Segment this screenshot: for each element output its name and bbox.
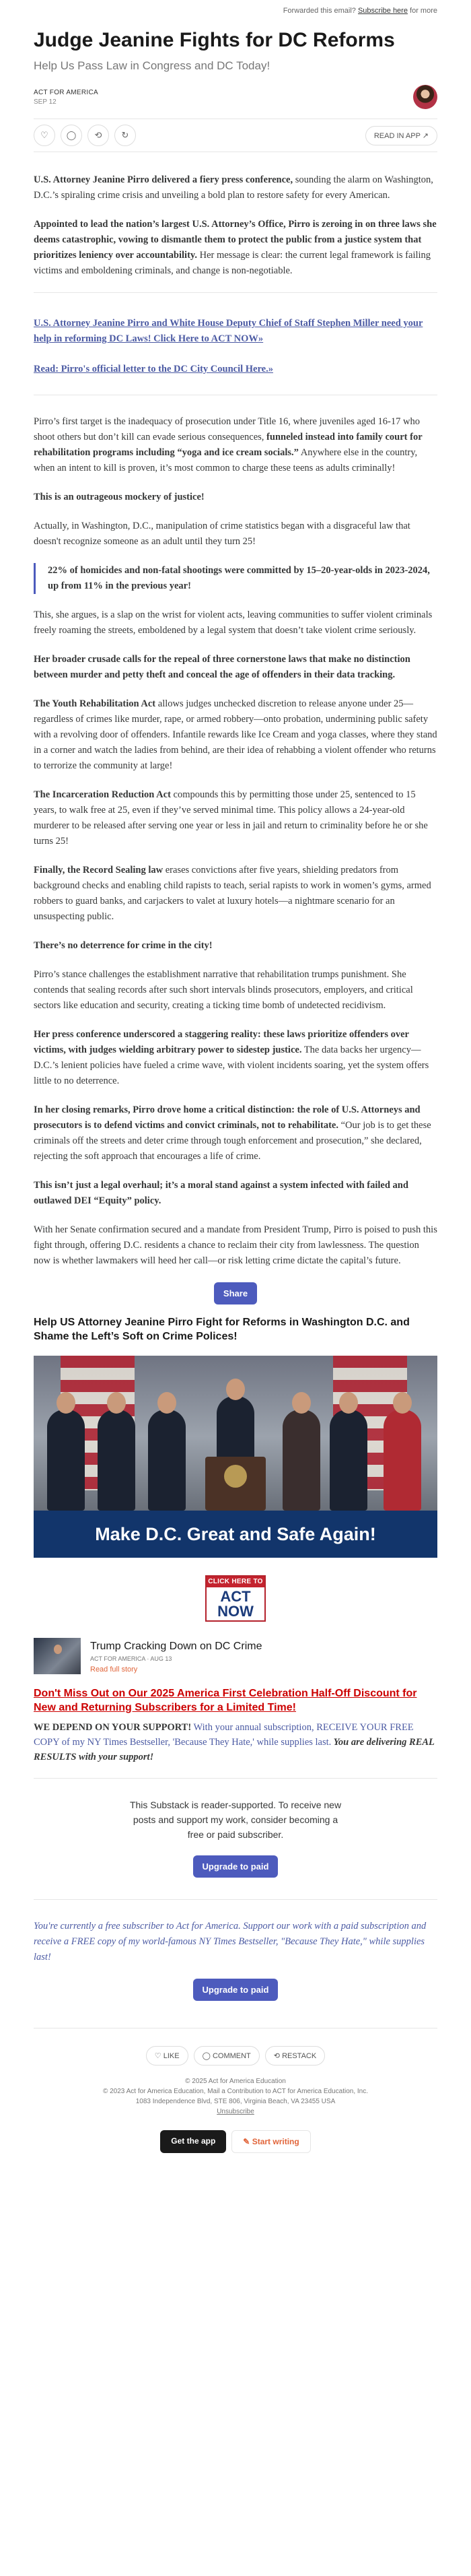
lead-2-text: Her message is clear: the current legal framework is failing victims and emboldening criminals, and change is non-negotiable. [34, 250, 431, 276]
embedded-post[interactable] [34, 1634, 437, 1686]
embedded-post-thumbnail [34, 1638, 81, 1674]
body-paragraph-7 [34, 787, 437, 849]
read-in-app-button[interactable]: READ IN APP ↗ [365, 126, 437, 145]
person-figure [148, 1410, 186, 1511]
heart-icon: ♡ [154, 2052, 164, 2060]
body-paragraph-14: With her Senate confirmation secured and a mandate from President Trump, Pirro is poised to push this fight through, offering D.C. residents a chance to reclaim their city from lawlessness. The question now is whether lawmakers will heed her call—or risk letting crime dictate the capital’s future. [34, 1224, 437, 1266]
act-now-top: CLICK HERE TO [207, 1577, 264, 1587]
restack-button[interactable] [265, 2046, 325, 2066]
body-11-bold: Her press conference underscored a staggering reality: these laws prioritize offenders over victims, with judges wielding arbitrary power to sidestep justice. [34, 1029, 409, 1055]
share-icon[interactable]: ↻ [114, 125, 136, 146]
callout-links [34, 292, 437, 395]
share-wrap [34, 1282, 437, 1304]
body-paragraph-10: Pirro’s stance challenges the establishment narrative that rehabilitation trumps punishment. She contends that sealing records after such short intervals blinds prosecutors, employers, and critical sectors like education and security, creating a ticking time bomb of undetected recidivism. [34, 969, 413, 1011]
act-now-badge[interactable] [205, 1575, 266, 1622]
act-now-bottom: ACT NOW [217, 1588, 254, 1620]
body-12-bold: In her closing remarks, Pirro drove home a critical distinction: the role of U.S. Attorneys and prosecutors is to defend victims and convict criminals, not to rehabilitate. [34, 1104, 421, 1131]
restack-icon[interactable]: ⟲ [87, 125, 109, 146]
body-7-text: compounds this by permitting those under 25, sentenced to 15 years, to walk free at 25, even if they’ve served minimal time. This policy allows a 24-year-old murderer to be released after serving one year or less in jail and return to criminality before he or she turns 25! [34, 789, 428, 847]
upgrade-wrap [34, 1979, 437, 2001]
upgrade-to-paid-button[interactable]: Upgrade to paid [193, 1855, 279, 1878]
subscribe-link[interactable]: Subscribe here [357, 7, 408, 15]
comment-label: COMMENT [212, 2052, 251, 2060]
forwarded-bar [34, 0, 437, 28]
pirro-letter-link[interactable]: Read: Pirro's official letter to the DC City Council Here.» [34, 364, 273, 374]
body-1-a: Pirro’s first target is the inadequacy of prosecution under Title 16, where juveniles aged 16-17 who shoot others but don’t kill can evade serious consequences, [34, 416, 420, 442]
forwarded-text: Forwarded this email? [283, 7, 356, 15]
body-paragraph-11 [34, 1027, 437, 1089]
person-figure [330, 1410, 367, 1511]
act-now-link[interactable]: U.S. Attorney Jeanine Pirro and White House Deputy Chief of Staff Stephen Miller need your help in reforming DC Laws! Click Here to ACT NOW» [34, 318, 423, 344]
author-name[interactable]: ACT FOR AMERICA [34, 88, 98, 96]
footer-line-3: 1083 Independence Blvd, STE 806, Virginia Beach, VA 23455 USA [135, 2098, 336, 2105]
footer-legal [34, 2076, 437, 2117]
free-subscriber-note: You're currently a free subscriber to Act for America. Support our work with a paid subscription and receive a FREE copy of my world-famous NY Times Bestseller, "Because They Hate," while supplies last! [34, 1921, 427, 1962]
body-1-c: Anywhere else in the country, when an intent to kill is proven, it’s most common to charge these teens as adults criminally! [34, 447, 418, 473]
email-page [34, 0, 437, 2153]
post-date: SEP 12 [34, 98, 57, 106]
app-cta-row [34, 2130, 437, 2153]
start-writing-button[interactable] [231, 2130, 310, 2153]
press-conference-image[interactable] [34, 1356, 437, 1558]
person-figure [47, 1410, 85, 1511]
body-paragraph-6 [34, 696, 437, 774]
forwarded-suffix: for more [410, 7, 437, 15]
pen-icon: ✎ [243, 2137, 252, 2146]
body-paragraph-13 [34, 1178, 437, 1209]
footer-line-1: © 2025 Act for America Education [185, 2078, 286, 2085]
embedded-post-title[interactable]: Trump Cracking Down on DC Crime [90, 1641, 262, 1652]
restack-label: RESTACK [282, 2052, 317, 2060]
podium [205, 1457, 266, 1511]
byline [34, 85, 437, 109]
person-figure [384, 1410, 421, 1511]
body-paragraph-12 [34, 1102, 437, 1164]
lead-paragraph-2 [34, 217, 437, 279]
upgrade-to-paid-button-2[interactable]: Upgrade to paid [193, 1979, 279, 2001]
person-figure [98, 1410, 135, 1511]
lead-1-text: sounding the alarm on Washington, D.C.’s spiraling crime crisis and unveiling a bold plan to restore safety for every American. [34, 174, 433, 201]
pull-quote [34, 563, 437, 594]
body-11-text: The data backs her urgency—D.C.’s lenient policies have fueled a crime wave, with violent incidents soaring, yet the system offers little to no deterrence. [34, 1045, 429, 1086]
act-now-badge-wrap [34, 1575, 437, 1622]
like-button[interactable] [146, 2046, 188, 2066]
body-paragraph-2 [34, 490, 437, 505]
body-paragraph-9 [34, 938, 437, 954]
body-paragraph-5 [34, 652, 437, 683]
support-paragraph [34, 1720, 437, 1764]
lead-paragraph-1 [34, 172, 437, 203]
speaker-figure [217, 1396, 254, 1463]
comment-icon[interactable]: ◯ [61, 125, 82, 146]
comment-icon: ◯ [202, 2052, 213, 2060]
embedded-post-meta: ACT FOR AMERICA · AUG 13 [90, 1655, 172, 1662]
body-8-bold: Finally, the Record Sealing law [34, 865, 164, 876]
person-figure [283, 1410, 320, 1511]
body-paragraph-4: This, she argues, is a slap on the wrist for violent acts, leaving communities to suffer violent criminals freely roaming the streets, emboldened by a legal system that doesn’t take violent crime seriously. [34, 609, 433, 636]
discount-heading[interactable]: Don't Miss Out on Our 2025 America First Celebration Half-Off Discount for New and Returning Subscribers for a Limited Time! [34, 1688, 417, 1713]
comment-button[interactable] [194, 2046, 260, 2066]
footer-actions [34, 2028, 437, 2076]
post-title[interactable]: Judge Jeanine Fights for DC Reforms [34, 29, 395, 51]
support-link[interactable]: With your annual subscription, RECEIVE YOUR FREE COPY of my NY Times Bestseller, 'Because They Hate,' while supplies last. [34, 1722, 414, 1748]
get-the-app-button[interactable]: Get the app [160, 2130, 226, 2153]
body-7-bold: The Incarceration Reduction Act [34, 789, 171, 800]
body-13-bold: This isn’t just a legal overhaul; it’s a moral stand against a system infected with failed and outlawed DEI “Equity” policy. [34, 1180, 408, 1206]
body-paragraph-8 [34, 863, 437, 925]
post-action-bar [34, 119, 437, 152]
promo-heading: Help US Attorney Jeanine Pirro Fight for Reforms in Washington D.C. and Shame the Left’s Soft on Crime Polices! [34, 1317, 410, 1342]
hero-banner: Make D.C. Great and Safe Again! [34, 1511, 437, 1558]
pull-quote-text: 22% of homicides and non-fatal shootings were committed by 15–20-year-olds in 2023-2024, up from 11% in the previous year! [48, 565, 430, 591]
support-bold: WE DEPEND ON YOUR SUPPORT! [34, 1722, 192, 1733]
post-subtitle: Help Us Pass Law in Congress and DC Today! [34, 59, 270, 72]
body-1-bold: funneled instead into family court for rehabilitation programs including “yoga and ice cream socials.” [34, 432, 423, 458]
unsubscribe-link[interactable]: Unsubscribe [217, 2108, 254, 2115]
body-paragraph-1 [34, 414, 437, 476]
restack-icon: ⟲ [273, 2052, 283, 2060]
body-8-text: erases convictions after five years, shielding predators from background checks and enabling child rapists to teach, serial rapists to work in women’s gyms, armed robbers to guard banks, and carjackers to valet at luxury hotels—a nightmare scenario for an unsuspecting public. [34, 865, 431, 922]
like-label: LIKE [163, 2052, 180, 2060]
body-6-bold: The Youth Rehabilitation Act [34, 698, 156, 709]
author-avatar[interactable] [413, 85, 437, 109]
body-12-text: “Our job is to get these criminals off the streets and deter crime through tough enforcement and prosecution,” she declared, rejecting the soft approach that encourages a life of crime. [34, 1120, 431, 1162]
lead-2-bold: Appointed to lead the nation’s largest U.S. Attorney’s Office, Pirro is zeroing in on three laws she deems catastrophic, vowing to dismantle them to protect the public from a justice system that prioritizes leniency over accountability. [34, 219, 437, 261]
body-6-text: allows judges unchecked discretion to release anyone under 25—regardless of crimes like murder, rape, or armed robbery—onto probation, undermining public safety with a revolving door of offenders. Infantile rewards like Ice Cream and yoga classes, where they stand in a corner and watch the ladies from behind, are their idea of rehabbing a violent offender who returns to terrorize the community at large! [34, 698, 437, 771]
body-paragraph-3: Actually, in Washington, D.C., manipulation of crime statistics began with a disgraceful law that doesn't recognize someone as an adult until they turn 25! [34, 521, 410, 547]
body-2-bold: This is an outrageous mockery of justice! [34, 492, 205, 502]
share-button[interactable]: Share [214, 1282, 257, 1304]
read-full-story-link[interactable]: Read full story [90, 1665, 138, 1674]
footer-line-2: © 2023 Act for America Education, Mail a Contribution to ACT for America Education, Inc. [102, 2088, 369, 2095]
subscribe-text: This Substack is reader-supported. To receive new posts and support my work, consider becoming a free or paid subscriber. [129, 1799, 342, 1840]
body-5-bold: Her broader crusade calls for the repeal of three cornerstone laws that make no distinction between murder and petty theft and conceal the age of offenders in their data tracking. [34, 654, 410, 680]
lead-1-bold: U.S. Attorney Jeanine Pirro delivered a fiery press conference, [34, 174, 293, 185]
heart-icon[interactable]: ♡ [34, 125, 55, 146]
body-9-bold: There’s no deterrence for crime in the city! [34, 940, 213, 951]
subscribe-box [34, 1778, 437, 1900]
start-writing-label: Start writing [252, 2137, 299, 2146]
support-italic: You are delivering REAL RESULTS with your support! [34, 1737, 435, 1762]
